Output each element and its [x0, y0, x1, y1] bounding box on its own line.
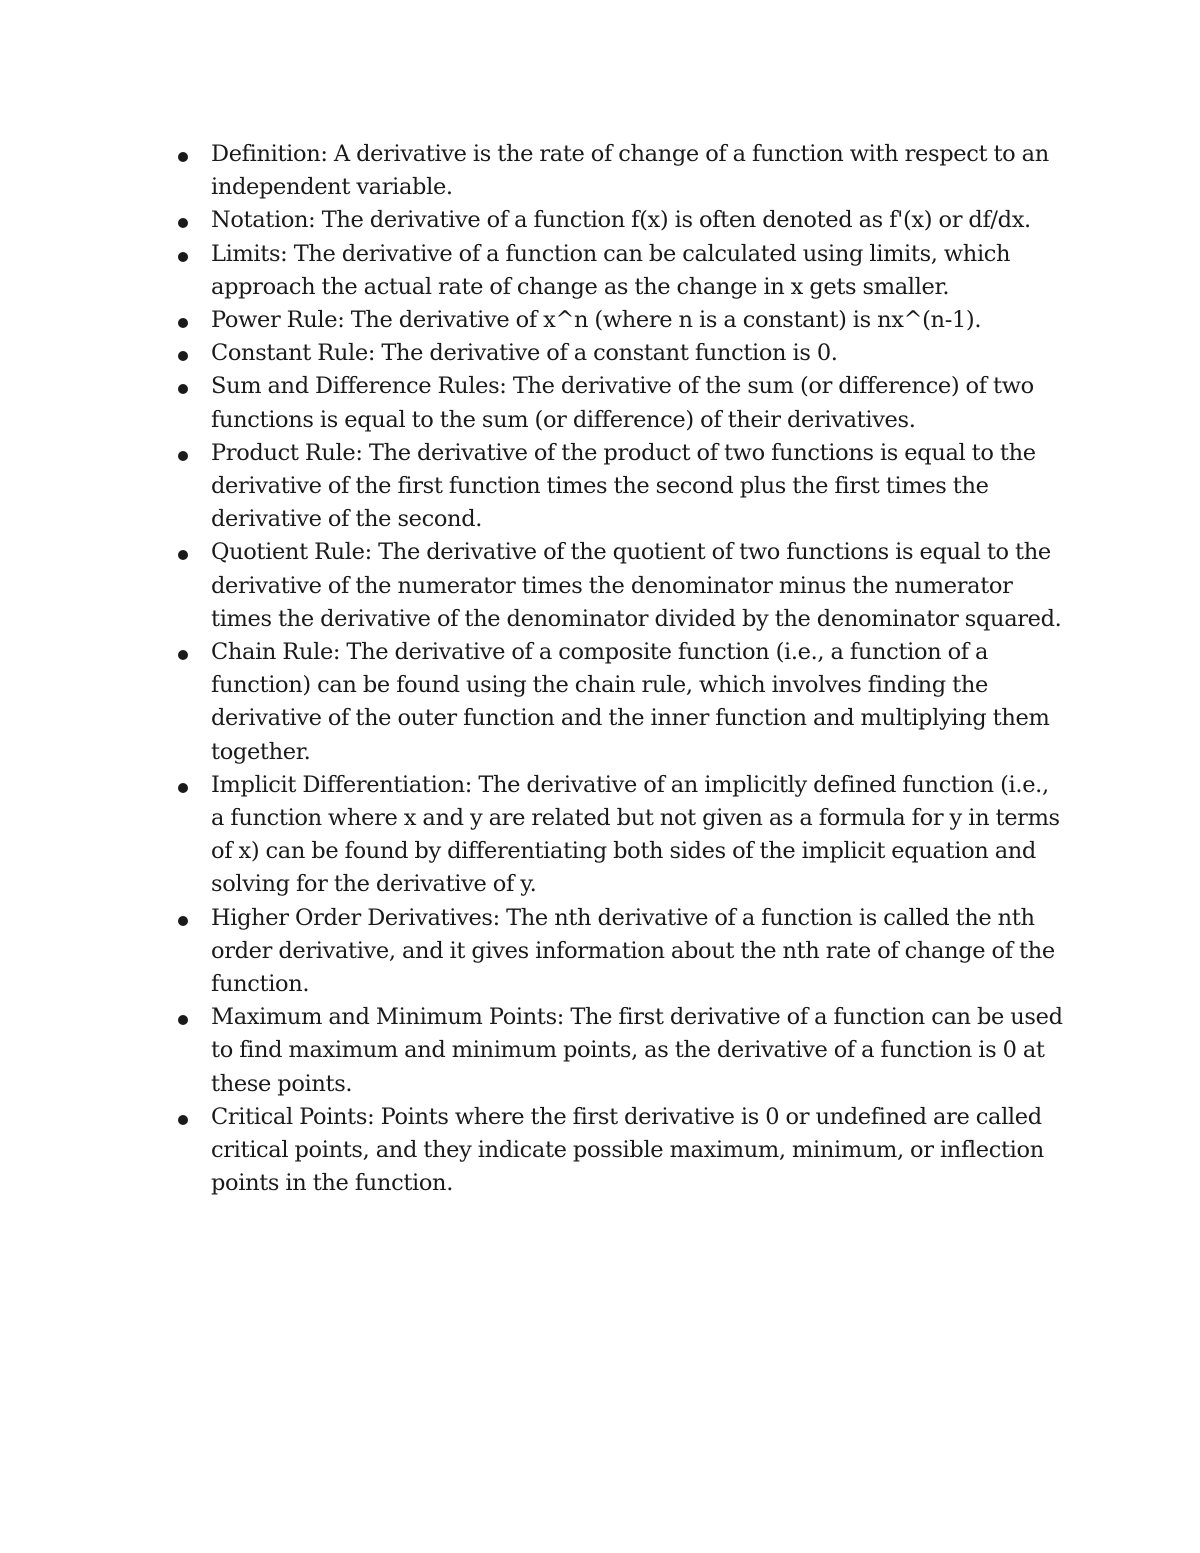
- list-item: [172, 337, 1067, 370]
- list-item-text: Sum and Difference Rules: The derivative of the sum (or difference) of two functions is equal to the sum (or difference) of their derivatives.: [211, 373, 1034, 433]
- list-item: [172, 1001, 1067, 1101]
- list-item: [172, 238, 1067, 304]
- list-item: [172, 902, 1067, 1002]
- bullet-dot-icon: [178, 451, 188, 461]
- list-item: [172, 304, 1067, 337]
- list-item: [172, 204, 1067, 237]
- list-item-text: Implicit Differentiation: The derivative of an implicitly defined function (i.e., a function where x and y are related but not given as a formula for y in terms of x) can be found by differentiating both sides of the implicit equation and solving for the derivative of y.: [211, 771, 1060, 898]
- list-item: [172, 437, 1067, 537]
- list-item: [172, 370, 1067, 436]
- bullet-dot-icon: [178, 218, 188, 228]
- bullet-dot-icon: [178, 384, 188, 394]
- list-item-text: Higher Order Derivatives: The nth derivative of a function is called the nth order derivative, and it gives information about the nth rate of change of the function.: [211, 904, 1055, 998]
- list-item-text: Definition: A derivative is the rate of change of a function with respect to an independent variable.: [211, 141, 1049, 201]
- bullet-dot-icon: [178, 351, 188, 361]
- bullet-dot-icon: [178, 550, 188, 560]
- list-item-text: Maximum and Minimum Points: The first derivative of a function can be used to find maximum and minimum points, as the derivative of a function is 0 at these points.: [211, 1004, 1063, 1097]
- list-item-text: Critical Points: Points where the first derivative is 0 or undefined are called critical points, and they indicate possible maximum, minimum, or inflection points in the function.: [211, 1103, 1044, 1197]
- list-item-text: Product Rule: The derivative of the product of two functions is equal to the derivative of the first function times the second plus the first times the derivative of the second.: [211, 439, 1036, 533]
- list-item-text: Notation: The derivative of a function f(x) is often denoted as f'(x) or df/dx.: [211, 207, 1031, 234]
- bullet-dot-icon: [178, 650, 188, 660]
- list-item-text: Quotient Rule: The derivative of the quotient of two functions is equal to the derivative of the numerator times the denominator minus the numerator times the derivative of the denominator divided by the denominator squared.: [211, 539, 1062, 632]
- bullet-dot-icon: [178, 152, 188, 162]
- bullet-list: [172, 138, 1067, 1201]
- list-item: [172, 636, 1067, 769]
- bullet-dot-icon: [178, 783, 188, 793]
- bullet-dot-icon: [178, 916, 188, 926]
- bullet-dot-icon: [178, 1115, 188, 1125]
- list-item: [172, 769, 1067, 902]
- list-item-text: Limits: The derivative of a function can be calculated using limits, which approach the actual rate of change as the change in x gets smaller.: [211, 240, 1011, 300]
- list-item-text: Constant Rule: The derivative of a constant function is 0.: [211, 340, 838, 367]
- list-item: [172, 138, 1067, 204]
- bullet-dot-icon: [178, 318, 188, 328]
- bullet-dot-icon: [178, 1015, 188, 1025]
- list-item-text: Chain Rule: The derivative of a composite function (i.e., a function of a function) can be found using the chain rule, which involves finding the derivative of the outer function and the inner function and multiplying them together.: [211, 639, 1050, 765]
- list-item-text: Power Rule: The derivative of x^n (where n is a constant) is nx^(n-1).: [211, 307, 982, 334]
- list-item: [172, 1101, 1067, 1201]
- list-item: [172, 536, 1067, 636]
- bullet-dot-icon: [178, 252, 188, 262]
